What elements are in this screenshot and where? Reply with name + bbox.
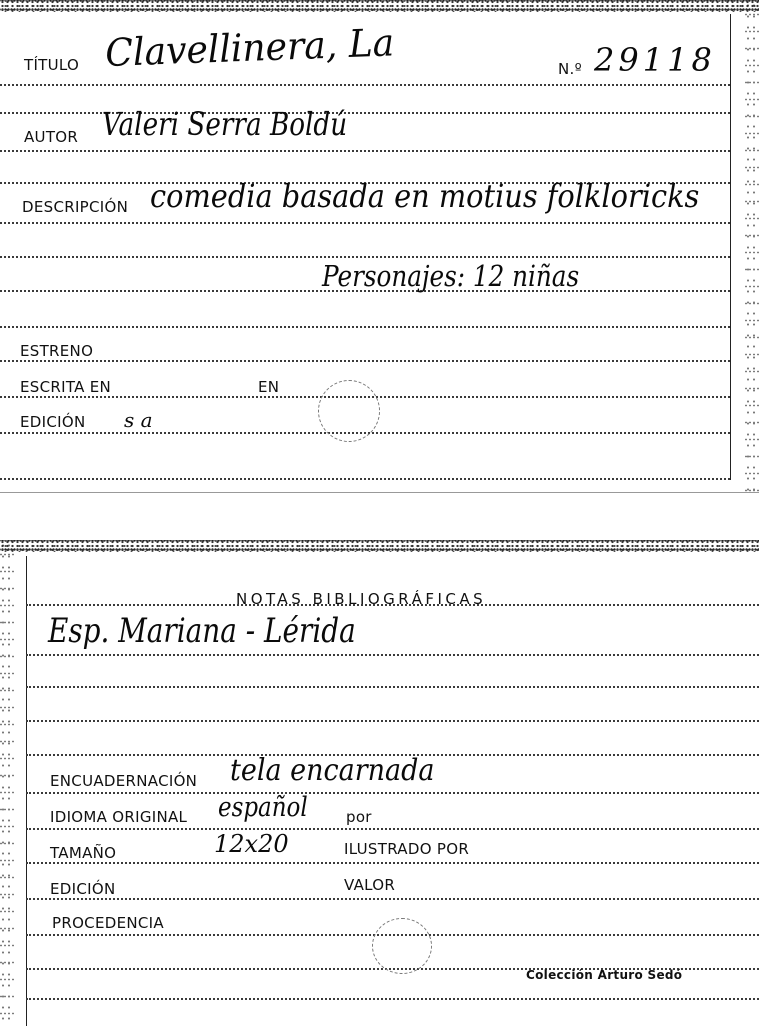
- rule-line: [26, 998, 759, 1000]
- tamano-label: TAMAÑO: [50, 844, 117, 862]
- rule-line: [0, 84, 730, 86]
- rule-line: [0, 150, 730, 152]
- estreno-label: ESTRENO: [20, 342, 94, 360]
- edicion-label: EDICIÓN: [20, 413, 86, 431]
- card-back: [0, 540, 759, 1028]
- rule-line: [26, 862, 759, 864]
- numero-label: N.º: [558, 60, 582, 78]
- edicion-label-back: EDICIÓN: [50, 880, 116, 898]
- idioma-label: IDIOMA ORIGINAL: [50, 808, 188, 826]
- rule-line: [26, 898, 759, 900]
- escrita-en-label: ESCRITA EN: [20, 378, 112, 396]
- rule-line: [26, 792, 759, 794]
- descripcion-line2: Personajes: 12 niñas: [322, 259, 580, 293]
- scan-edge-top: [0, 540, 759, 552]
- rule-line: [0, 222, 730, 224]
- descripcion-value: comedia basada en motius folkloricks: [150, 177, 700, 215]
- punch-hole-stamp: [318, 380, 380, 442]
- rule-line: [0, 478, 730, 480]
- edicion-value: s a: [124, 408, 153, 432]
- card-border-left: [26, 556, 27, 1026]
- card-front: [0, 0, 759, 492]
- descripcion-label: DESCRIPCIÓN: [22, 198, 129, 216]
- por-label: por: [346, 808, 372, 826]
- rule-line: [0, 256, 730, 258]
- rule-line: [26, 686, 759, 688]
- rule-line: [26, 828, 759, 830]
- notas-header: NOTAS BIBLIOGRÁFICAS: [236, 590, 487, 608]
- stamp-mark: [372, 918, 432, 974]
- idioma-value: español: [218, 792, 308, 823]
- rule-line: [0, 360, 730, 362]
- card-border-right: [730, 14, 731, 480]
- en-label: EN: [258, 378, 280, 396]
- procedencia-label: PROCEDENCIA: [52, 914, 164, 932]
- scan-edge-right: [745, 0, 759, 492]
- autor-label: AUTOR: [24, 128, 79, 146]
- scan-edge-top: [0, 0, 759, 12]
- encuadernacion-value: tela encarnada: [230, 753, 435, 788]
- numero-value: 29118: [594, 41, 716, 79]
- notas-value: Esp. Mariana - Lérida: [48, 611, 356, 651]
- encuadernacion-label: ENCUADERNACIÓN: [50, 772, 198, 790]
- scan-edge-left: [0, 540, 14, 1028]
- coleccion-credit: Colección Arturo Sedó: [526, 968, 683, 982]
- card-divider: [0, 492, 759, 493]
- rule-line: [26, 654, 759, 656]
- autor-value: Valeri Serra Boldú: [102, 105, 348, 143]
- tamano-value: 12x20: [214, 830, 289, 858]
- rule-line: [26, 720, 759, 722]
- ilustrado-label: ILUSTRADO POR: [344, 840, 470, 858]
- titulo-value: Clavellinera, La: [104, 20, 395, 75]
- rule-line: [0, 326, 730, 328]
- titulo-label: TÍTULO: [24, 56, 80, 74]
- valor-label: VALOR: [344, 876, 396, 894]
